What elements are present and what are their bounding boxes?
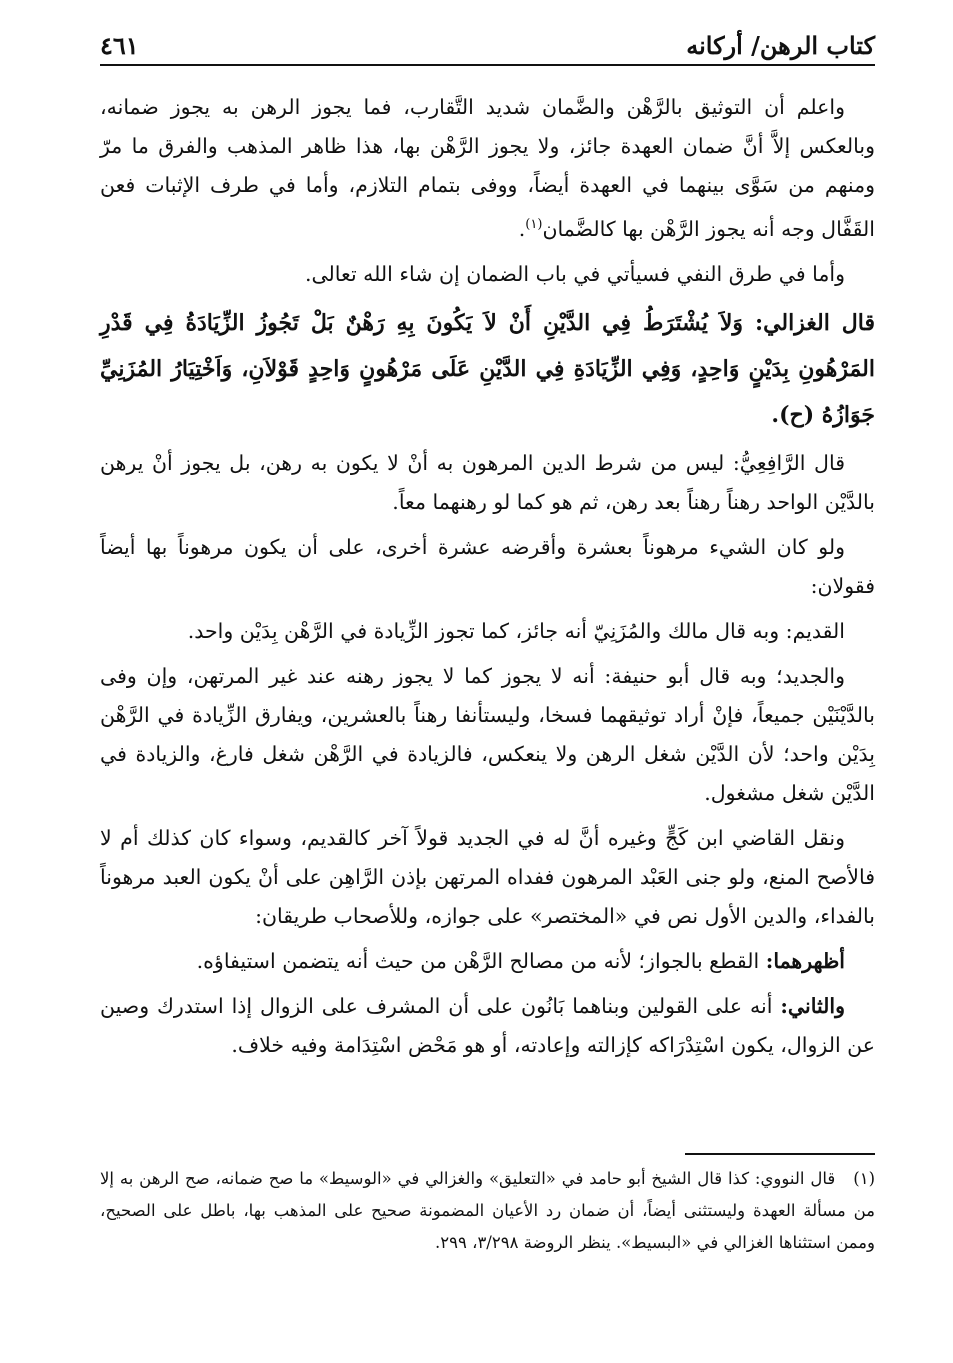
paragraph-8: ونقل القاضي ابن كَجٍّ وغيره أنَّ له في الجديد قولاً آخر كالقديم، وسواء كان كذلك أم لا فالأصح المنع، ولو جنى العَبْد المرهون ففداه المرتهن بإذن الرَّاهِن على أنْ يكون العبد مرهوناً بالفداء، والدين الأول نص في «المختصر» على جوازه، وللأصحاب طريقان: (100, 825, 875, 928)
chapter-title: كتاب الرهن/ أركانه (686, 31, 875, 60)
paragraph-4: قال الرَّافِعِيُّ: ليس من شرط الدين المرهون به أنْ لا يكون به رهن، بل يجوز أنْ يرهن بالدَّيْن الواحد رهناً رهناً بعد رهن، ثم هو كما لو رهنهما معاً. (100, 450, 875, 514)
footnote-divider (685, 1153, 875, 1155)
paragraph-6: القديم: وبه قال مالك والمُزَنِيّ أنه جائز، كما تجوز الزِّيادة في الرَّهْن بِدَيْن واحد. (187, 618, 845, 643)
paragraph-9-lead: أظهرهما: (765, 948, 845, 973)
paragraph-9 (100, 942, 875, 981)
running-header (100, 26, 875, 66)
paragraph-2: وأما في طرق النفي فسيأتي في باب الضمان إن شاء الله تعالى. (304, 261, 845, 286)
footnote-ref[interactable]: (١) (525, 217, 543, 232)
paragraph-1-text: واعلم أن التوثيق بالرَّهْن والضَّمان شديد التَّقارب، فما يجوز الرهن به يجوز ضمانه، وبالعكس إلاَّ أنَّ ضمان العهدة جائز، ولا يجوز الرَّهْن بها، هذا ظاهر المذهب والفرق ما مرّ ومنهم من سَوَّى بينهما في العهدة أيضاً، ووفى بتمام التلازم، وأما في طرف الإثبات فعن القَفَّال وجه أنه يجوز الرَّهْن بها كالضَّمان (100, 95, 875, 241)
paragraph-7: والجديد؛ وبه قال أبو حنيفة: أنه لا يجوز كما لا يجوز رهنه عند غير المرتهن، وإن وفى بالدَّيْنَيْن جميعاً، فإنْ أراد توثيقهما فسخا، وليستأنفا رهناً بالعشرين، ويفارق الزِّيادة في الرَّهْن بِدَيْن واحد؛ لأن الدَّيْن شغل الرهن ولا ينعكس، فالزيادة في الرَّهْن شغل فارغ، والزيادة في الدَّيْن شغل مشغول. (100, 663, 875, 805)
paragraph-10 (100, 987, 875, 1065)
footnote-number: (١) (853, 1169, 875, 1188)
footnote-text: قال النووي: كذا قال الشيخ أبو حامد في «التعليق» والغزالي في «الوسيط» ما صح ضمانه، صح الرهن به إلا من مسألة العهدة وليستثنى أيضاً، أن ضمان رد الأعيان المضمونة صحيح على المذهب بها، باطل على الصحيح، وممن استثناها الغزالي في «البسيط». ينظر الروضة ٣/٢٩٨، ٢٩٩. (100, 1169, 875, 1252)
main-text (100, 88, 875, 1071)
paragraph-9-text: القطع بالجواز؛ لأنه من مصالح الرَّهْن من حيث أنه يتضمن استيفاؤه. (196, 948, 766, 973)
paragraph-10-text: أنه على القولين وبناهما بَانُون على أن المشرف على الزوال إذا استدرك وصين عن الزوال، يكون اسْتِدْرَاكه كإزالته وإعادته، أو هو مَحْض اسْتِدَامة وفيه خلاف. (100, 993, 875, 1057)
paragraph-10-lead: والثاني: (780, 993, 845, 1018)
paragraph-1: واعلم أن التوثيق بالرَّهْن والضَّمان شديد التَّقارب، فما يجوز الرهن به يجوز ضمانه، وبالعكس إلاَّ أنَّ ضمان العهدة جائز، ولا يجوز الرَّهْن بها، هذا ظاهر المذهب والفرق ما مرّ ومنهم من سَوَّى بينهما في العهدة أيضاً، ووفى بتمام التلازم، وأما في طرف الإثبات فعن القَفَّال وجه أنه يجوز الرَّهْن بها كالضَّمان$^{(١)}$. (100, 95, 875, 241)
footnote (100, 1163, 875, 1259)
page-number: ٤٦١ (100, 31, 139, 60)
paragraph-5: ولو كان الشيء مرهوناً بعشرة وأقرضه عشرة أخرى، على أن يكون مرهوناً بها أيضاً فقولان: (100, 534, 875, 598)
ghazali-quote: قال الغزالي: وَلاَ يُشْتَرَطُ فِي الدَّيْنِ أَنْ لاَ يَكُونَ بِهِ رَهْنٌ بَلْ تَجُوزُ الزِّيَادَةُ فِي قَدْرِ المَرْهُونِ بِدَيْنٍ وَاحِدٍ، وَفِي الزِّيَادَةِ فِي الدَّيْنِ عَلَى مَرْهُونٍ وَاحِدٍ قَوْلاَنِ، وَاَخْتِيَارُ المُزَنِيِّ جَوَازُهُ (ح). (100, 309, 875, 428)
